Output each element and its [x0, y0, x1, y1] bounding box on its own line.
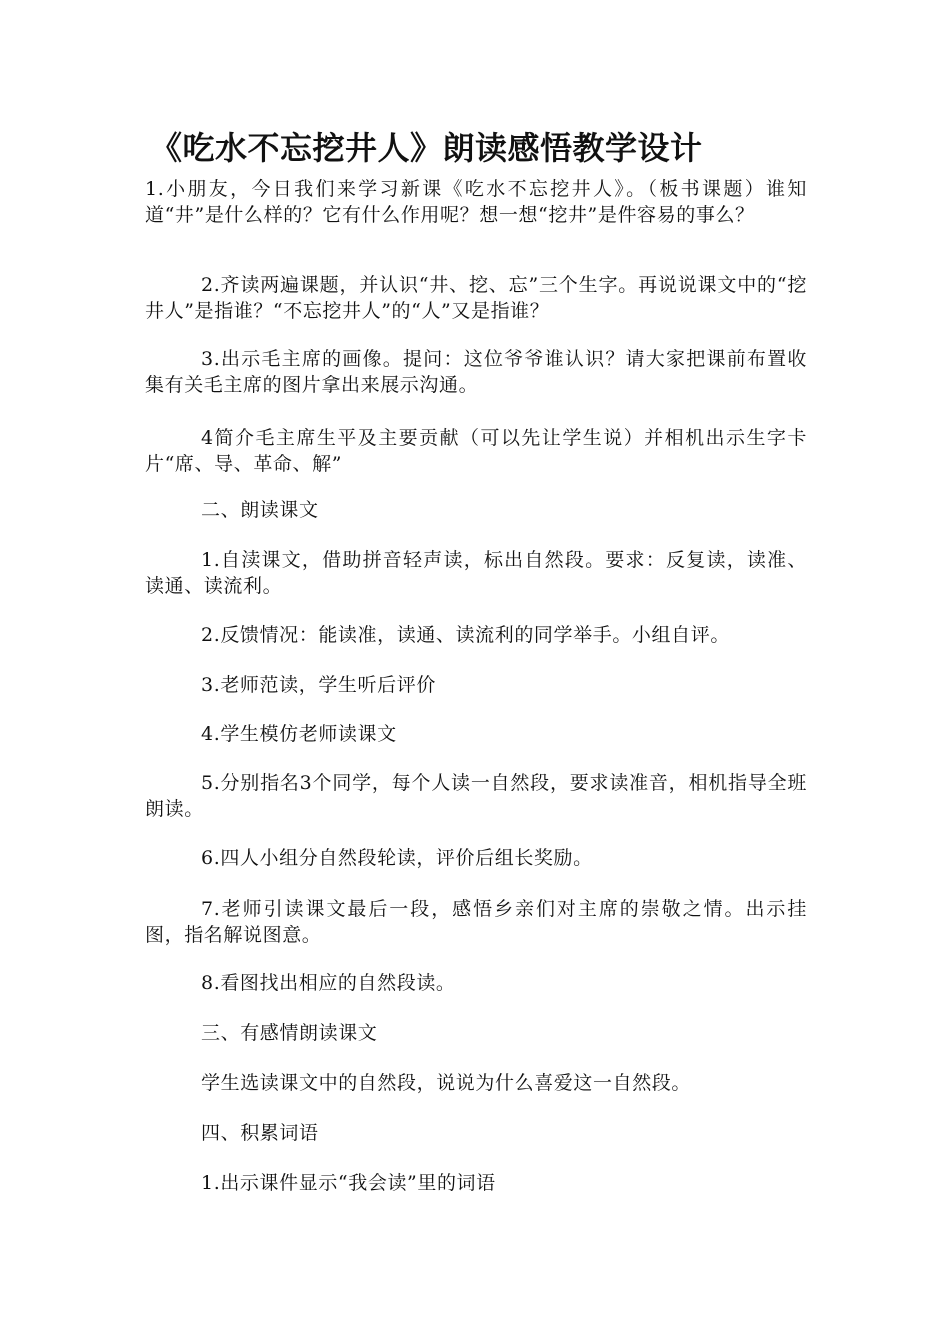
paragraph-read-3: 3.老师范读，学生听后评价 — [201, 674, 436, 696]
paragraph-emotion-1: 学生选读课文中的自然段，说说为什么喜爱这一自然段。 — [201, 1072, 692, 1094]
paragraph-read-1: 1.自渎课文，借助拼音轻声读，标出自然段。要求：反复读，读准、读通、读流利。 — [145, 549, 807, 597]
paragraph-read-8: 8.看图找出相应的自然段读。 — [201, 972, 456, 994]
section-heading-2: 二、朗读课文 — [201, 499, 319, 521]
paragraph-read-4: 4.学生模仿老师读课文 — [201, 723, 397, 745]
paragraph-read-7: 7.老师引读课文最后一段，感悟乡亲们对主席的崇敬之情。出示挂图，指名解说图意。 — [145, 898, 807, 946]
paragraph-3: 3.出示毛主席的画像。提问：这位爷爷谁认识？请大家把课前布置收集有关毛主席的图片拿出来展示沟通。 — [145, 348, 807, 396]
section-heading-3: 三、有感情朗读课文 — [201, 1022, 378, 1044]
paragraph-intro: 1.小朋友，今日我们来学习新课《吃水不忘挖井人》。（板书课题）谁知道“井”是什么样的？它有什么作用呢？想一想“挖井”是件容易的事么？ — [145, 178, 807, 226]
section-heading-4: 四、积累词语 — [201, 1122, 319, 1144]
paragraph-4: 4简介毛主席生平及主要贡献（可以先让学生说）并相机出示生字卡片“席、导、革命、解” — [145, 427, 807, 475]
paragraph-words-1: 1.出示课件显示“我会读”里的词语 — [201, 1172, 496, 1194]
paragraph-read-2: 2.反馈情况：能读准，读通、读流利的同学举手。小组自评。 — [201, 624, 730, 646]
paragraph-2: 2.齐读两遍课题，并认识“井、挖、忘”三个生字。再说说课文中的“挖井人”是指谁？“不忘挖井人”的“人”又是指谁？ — [145, 274, 807, 322]
paragraph-read-6: 6.四人小组分自然段轮读，评价后组长奖励。 — [201, 847, 593, 869]
document-title: 《吃水不忘挖井人》朗读感悟教学设计 — [150, 129, 703, 167]
paragraph-read-5: 5.分别指名3个同学，每个人读一自然段，要求读准音，相机指导全班朗读。 — [145, 772, 807, 820]
